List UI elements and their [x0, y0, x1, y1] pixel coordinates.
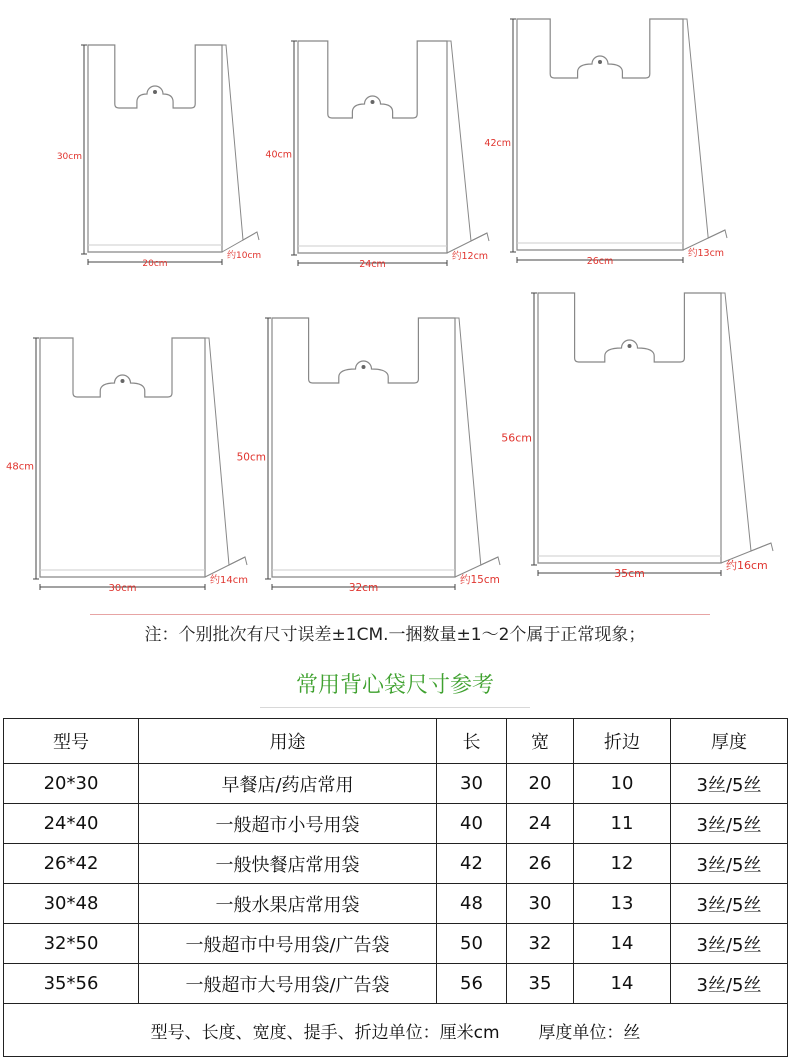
cell-width: 24 — [507, 804, 574, 844]
side-gusset — [222, 45, 257, 240]
cell-usage: 一般超市小号用袋 — [139, 804, 437, 844]
cell-usage: 一般快餐店常用袋 — [139, 844, 437, 884]
header-length: 长 — [437, 719, 507, 764]
height-label: 56cm — [501, 431, 532, 445]
cell-width: 30 — [507, 884, 574, 924]
cell-width: 35 — [507, 964, 574, 1004]
cell-usage: 一般水果店常用袋 — [139, 884, 437, 924]
bag-body — [517, 19, 683, 250]
cell-model: 26*42 — [4, 844, 139, 884]
height-label: 30cm — [56, 151, 82, 162]
cell-length: 50 — [437, 924, 507, 964]
cell-width: 20 — [507, 764, 574, 804]
table-row — [4, 764, 788, 804]
cell-model: 24*40 — [4, 804, 139, 844]
width-label: 26cm — [586, 256, 614, 267]
cell-length: 42 — [437, 844, 507, 884]
units-note: 型号、长度、宽度、提手、折边单位：厘米cm — [150, 1022, 500, 1043]
fold-label: 约14cm — [210, 575, 248, 586]
divider-line — [90, 614, 710, 615]
bag-body — [272, 318, 455, 577]
size-table — [3, 718, 788, 1057]
cell-thickness: 3丝/5丝 — [671, 804, 788, 844]
side-gusset — [447, 41, 487, 241]
header-thickness: 厚度 — [671, 719, 788, 764]
side-gusset — [721, 293, 771, 551]
width-label: 24cm — [359, 259, 386, 270]
tolerance-note: 注：个别批次有尺寸误差±1CM.一捆数量±1～2个属于正常现象； — [144, 625, 646, 645]
cell-fold: 10 — [574, 764, 671, 804]
cell-width: 26 — [507, 844, 574, 884]
cell-width: 32 — [507, 924, 574, 964]
side-gusset — [455, 318, 498, 565]
fold-label: 约16cm — [726, 559, 768, 572]
bag-body — [538, 293, 721, 563]
cell-thickness: 3丝/5丝 — [671, 924, 788, 964]
table-row — [4, 804, 788, 844]
units-footer — [4, 1004, 788, 1057]
cell-thickness: 3丝/5丝 — [671, 764, 788, 804]
table-row — [4, 964, 788, 1004]
cell-model: 32*50 — [4, 924, 139, 964]
height-label: 50cm — [236, 451, 266, 464]
cell-thickness: 3丝/5丝 — [671, 964, 788, 1004]
width-label: 30cm — [108, 583, 137, 594]
fold-label: 约12cm — [452, 251, 489, 262]
cell-usage: 早餐店/药店常用 — [139, 764, 437, 804]
hang-hole — [121, 379, 125, 383]
cell-usage: 一般超市大号用袋/广告袋 — [139, 964, 437, 1004]
bag-body — [298, 41, 447, 253]
fold-label: 约10cm — [227, 251, 262, 261]
width-label: 35cm — [614, 567, 645, 580]
title-underline — [260, 707, 530, 708]
side-gusset — [683, 19, 725, 238]
cell-fold: 11 — [574, 804, 671, 844]
bag-body — [40, 338, 205, 577]
cell-model: 35*56 — [4, 964, 139, 1004]
cell-thickness: 3丝/5丝 — [671, 884, 788, 924]
table-row — [4, 844, 788, 884]
cell-fold: 12 — [574, 844, 671, 884]
gusset-fold — [683, 230, 727, 250]
hang-hole — [628, 344, 632, 348]
cell-length: 30 — [437, 764, 507, 804]
gusset-fold — [447, 233, 489, 253]
table-row — [4, 924, 788, 964]
section-title: 常用背心袋尺寸参考 — [295, 673, 494, 698]
height-label: 40cm — [265, 149, 292, 161]
thickness-unit-note: 厚度单位：丝 — [538, 1022, 641, 1043]
bag-body — [88, 45, 222, 252]
width-label: 32cm — [348, 582, 379, 594]
cell-fold: 13 — [574, 884, 671, 924]
fold-label: 约13cm — [688, 248, 725, 259]
header-fold: 折边 — [574, 719, 671, 764]
table-header-row — [4, 719, 788, 764]
table-row — [4, 884, 788, 924]
cell-length: 40 — [437, 804, 507, 844]
cell-length: 56 — [437, 964, 507, 1004]
cell-fold: 14 — [574, 924, 671, 964]
header-model: 型号 — [4, 719, 139, 764]
cell-model: 20*30 — [4, 764, 139, 804]
gusset-fold — [222, 232, 259, 252]
header-usage: 用途 — [139, 719, 437, 764]
height-label: 48cm — [6, 461, 34, 473]
hang-hole — [371, 100, 375, 104]
table-footer-row — [4, 1004, 788, 1057]
cell-fold: 14 — [574, 964, 671, 1004]
cell-thickness: 3丝/5丝 — [671, 844, 788, 884]
width-label: 20cm — [142, 259, 168, 269]
hang-hole — [362, 365, 366, 369]
cell-model: 30*48 — [4, 884, 139, 924]
hang-hole — [153, 90, 157, 94]
cell-usage: 一般超市中号用袋/广告袋 — [139, 924, 437, 964]
gusset-fold — [205, 557, 247, 577]
fold-label: 约15cm — [460, 574, 500, 586]
hang-hole — [598, 60, 602, 64]
cell-length: 48 — [437, 884, 507, 924]
header-width: 宽 — [507, 719, 574, 764]
height-label: 42cm — [484, 138, 511, 150]
